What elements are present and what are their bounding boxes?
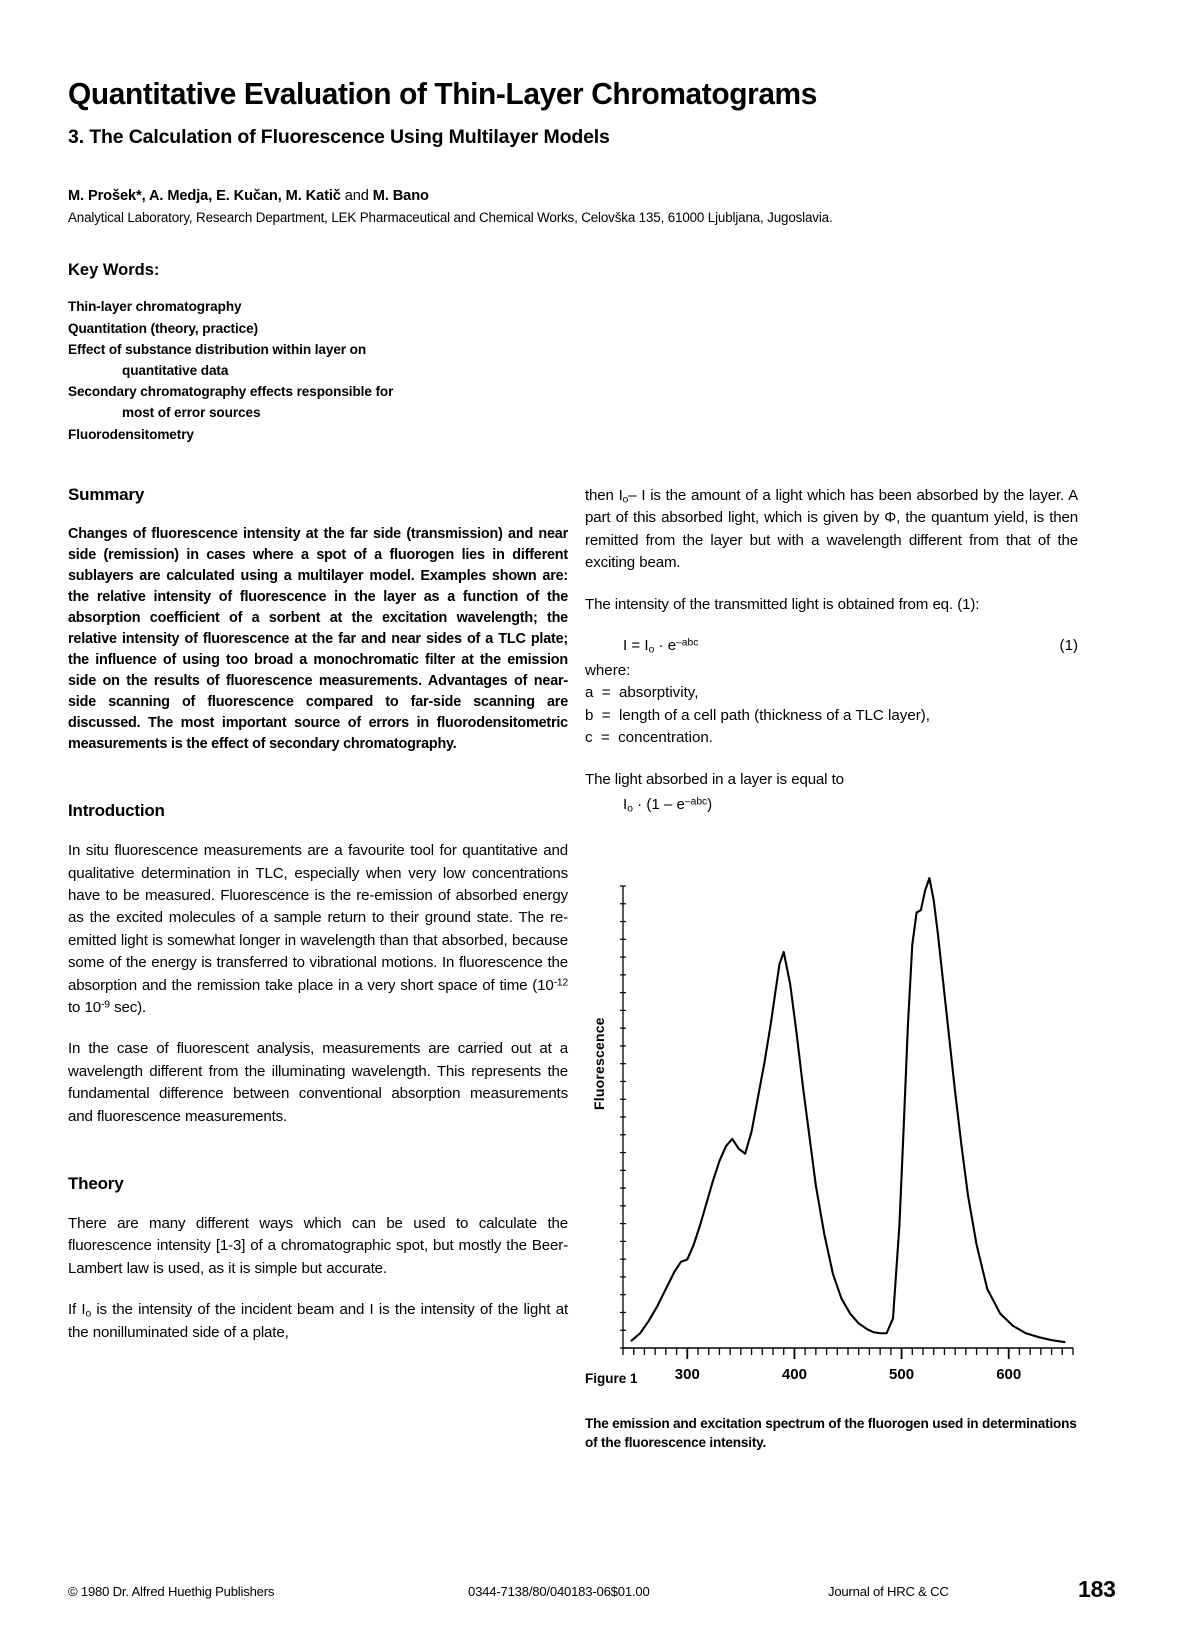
equation-2-expression: [585, 796, 712, 813]
keyword-item: Quantitation (theory, practice): [68, 320, 259, 336]
eq1-mid: · e: [654, 636, 677, 654]
page-title: Quantitative Evaluation of Thin-Layer Chromatograms: [68, 77, 817, 111]
right-text-a: then I: [585, 486, 623, 504]
summary-paragraph: Changes of fluorescence intensity at the far side (transmission) and near side (remission) in cases where a spot of a fluorogen lies in different sublayers are calculated using a multilayer model. Examples shown are: the relative intensity of fluorescence in the layer as a function of the absorption coefficient of a sorbent at the excitation wavelength; the relative intensity of fluorescence at the far and near sides of a TLC plate; the influence of using too broad a monochromatic filter at the emission side on the results of fluorescence measurements. Advantages of near-side scanning of fluorescence compared to far-side scanning are discussed. The most important source of errors in fluorodensitometric measurements is the effect of secondary chromatography.: [68, 525, 568, 753]
affiliation: Analytical Laboratory, Research Department, LEK Pharmaceutical and Chemical Works, Celovška 135, 61000 Ljubljana, Jugoslavia.: [68, 210, 833, 226]
authors-conjunction: and: [340, 188, 373, 205]
figure-caption: The emission and excitation spectrum of the fluorogen used in determinations of the fluorescence intensity.: [585, 1416, 1077, 1451]
eq2-mid: · (1 – e: [632, 795, 685, 813]
introduction-paragraph-2: In the case of fluorescent analysis, measurements are carried out at a wavelength different from the illuminating wavelength. This represents the fundamental difference between conventional absorption measurements and fluorescence measurements.: [68, 1040, 568, 1125]
introduction-heading: Introduction: [68, 801, 165, 821]
svg-text:500: 500: [889, 1366, 915, 1384]
page-footer: [68, 1576, 1138, 1610]
right-paragraph-2: The intensity of the transmitted light is obtained from eq. (1):: [585, 595, 980, 613]
right-paragraph-3: The light absorbed in a layer is equal to: [585, 771, 844, 789]
where-definitions: [585, 660, 1078, 751]
intro-text-c: sec).: [109, 998, 147, 1016]
equation-2: [585, 794, 1078, 817]
right-text-b: – I is the amount of a light which has been absorbed by the layer. A part of this absorbed light, which is given by Φ, the quantum yield, is then remitted from the layer but with a wavelength different from that of the exciting beam.: [585, 486, 1078, 572]
right-paragraph-1: [585, 485, 1078, 575]
chart-series-line: [632, 878, 1065, 1342]
theory-paragraph-2: [68, 1299, 568, 1344]
footer-page-number: 183: [1078, 1576, 1116, 1602]
summary-heading: Summary: [68, 484, 145, 504]
introduction-paragraph-1: [68, 840, 568, 1019]
eq1-subscript: o: [648, 644, 655, 656]
keyword-item: Effect of substance distribution within layer on: [68, 341, 367, 357]
footer-issn: 0344-7138/80/040183-06$01.00: [468, 1584, 650, 1599]
equation-1-expression: [585, 637, 698, 654]
eq1-lhs: I = I: [623, 636, 649, 654]
theory-text-b: is the intensity of the incident beam and I is the intensity of the light at the nonilluminated side of a plate,: [68, 1301, 568, 1341]
keyword-item: Thin-layer chromatography: [68, 299, 242, 315]
chart-axes: [620, 886, 1073, 1359]
eq1-exponent: –abc: [676, 637, 699, 649]
figure-label: Figure 1: [585, 1371, 638, 1387]
theory-subscript: o: [85, 1308, 92, 1320]
theory-heading: Theory: [68, 1174, 124, 1194]
where-label: where:: [585, 661, 631, 679]
intro-exponent-2: -9: [101, 999, 110, 1011]
intro-text-b: to 10: [68, 998, 102, 1016]
svg-text:400: 400: [781, 1366, 807, 1384]
definition-c: c = concentration.: [585, 729, 713, 747]
svg-text:300: 300: [674, 1366, 700, 1384]
authors-primary: M. Prošek*, A. Medja, E. Kučan, M. Katič: [68, 188, 341, 205]
figure-1: [585, 848, 1078, 1451]
intro-exponent-1: -12: [553, 977, 568, 989]
left-column: [68, 485, 568, 1344]
footer-copyright: © 1980 Dr. Alfred Huethig Publishers: [68, 1584, 275, 1599]
right-column: [585, 485, 1078, 1451]
eq2-exponent: –abc: [684, 796, 708, 808]
author-list: [68, 188, 1138, 204]
svg-text:600: 600: [996, 1366, 1022, 1384]
intro-text-a: In situ fluorescence measurements are a favourite tool for quantitative and qualitative determination in TLC, especially when very low concentrations have to be measured. Fluorescence is the re-emission of absorbed energy as the excited molecules of a sample return to their ground state. The re-emitted light is somewhat longer in wavelength than that absorbed, because some of the energy is transferred to vibrational motions. In fluorescence the absorption and the remission take place in a very short space of time (10: [68, 842, 568, 994]
authors-secondary: M. Bano: [372, 188, 429, 205]
definition-a: a = absorptivity,: [585, 684, 699, 702]
keyword-item: quantitative data: [122, 362, 229, 378]
keyword-item: Secondary chromatography effects responsible for: [68, 384, 394, 400]
keyword-item: most of error sources: [122, 405, 261, 421]
definition-b: b = length of a cell path (thickness of a TLC layer),: [585, 706, 930, 724]
page-subtitle: 3. The Calculation of Fluorescence Using Multilayer Models: [68, 125, 610, 148]
keywords-heading: Key Words:: [68, 261, 160, 280]
footer-journal: Journal of HRC & CC: [828, 1584, 949, 1599]
theory-paragraph-1: There are many different ways which can be used to calculate the fluorescence intensity [1-3] of a chromatographic spot, but mostly the Beer-Lambert law is used, as it is simple but accurate.: [68, 1215, 568, 1277]
right-subscript: o: [622, 494, 629, 506]
eq2-close: ): [707, 795, 713, 813]
equation-1: [585, 635, 1078, 658]
eq2-lhs: I: [623, 795, 628, 813]
keywords-list: [68, 296, 1138, 444]
eq2-subscript: o: [627, 802, 633, 814]
keyword-item: Fluorodensitometry: [68, 426, 194, 442]
equation-1-number: (1): [1059, 636, 1078, 654]
fluorescence-spectrum-chart: [585, 848, 1078, 1393]
chart-y-axis-label: Fluorescence: [591, 1017, 607, 1111]
chart-x-tick-labels: [675, 1366, 1021, 1383]
theory-text-a: If I: [68, 1301, 86, 1319]
